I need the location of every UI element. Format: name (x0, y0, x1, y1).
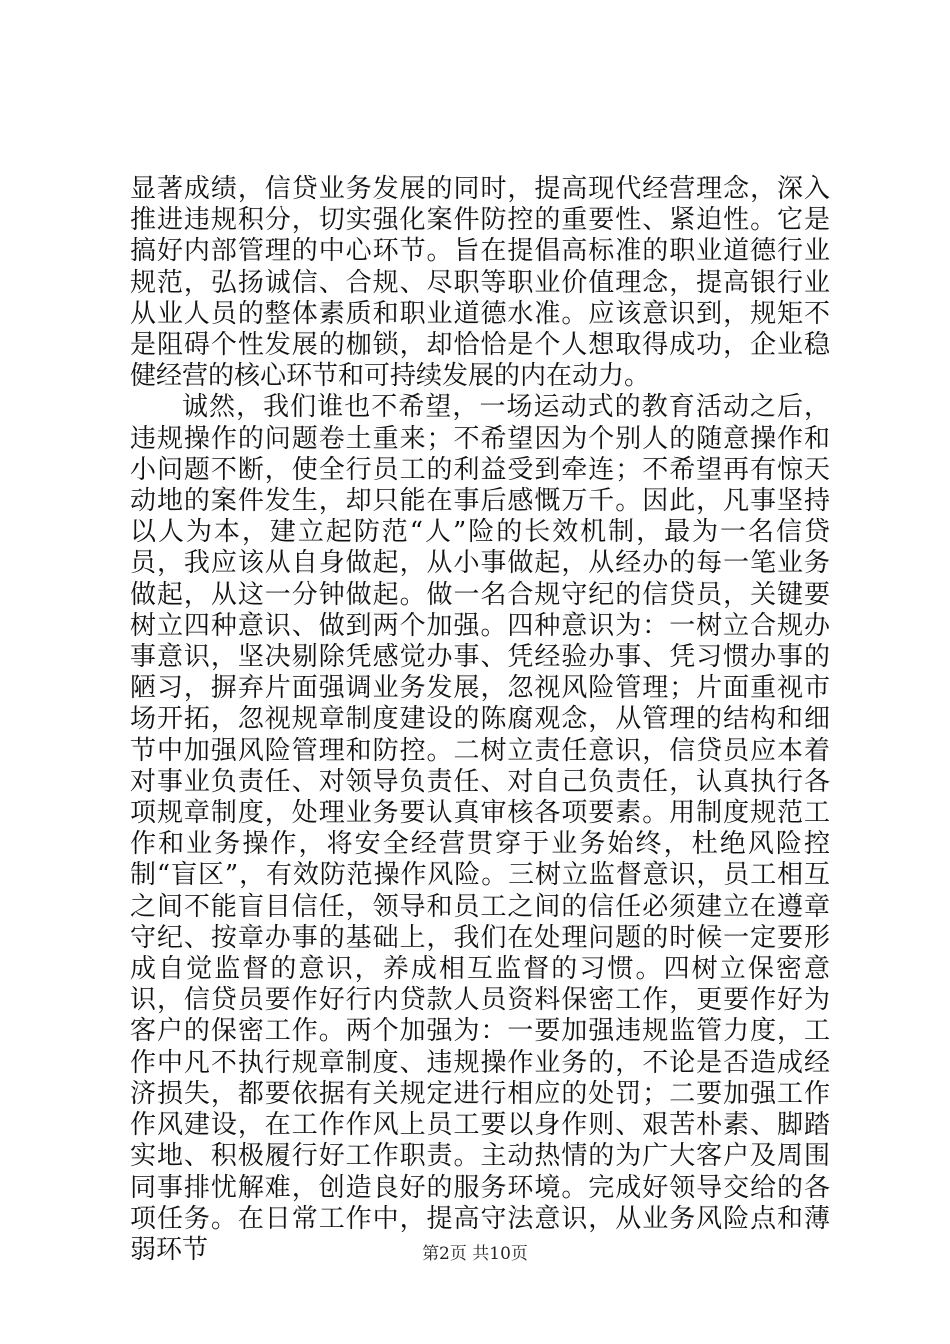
page-footer: 第2页 共10页 (422, 1244, 528, 1264)
paragraph-1: 显著成绩，信贷业务发展的同时，提高现代经营理念，深入推进违规积分，切实强化案件防控的重要性、紧迫性。它是搞好内部管理的中心环节。旨在提倡高标准的职业道德行业规范，弘扬诚信、合规、尽职等职业价值理念，提高银行业从业人员的整体素质和职业道德水准。应该意识到，规矩不是阻碍个性发展的枷锁，却恰恰是个人想取得成功，企业稳健经营的核心环节和可持续发展的内在动力。 (130, 174, 830, 392)
paragraph-2: 诚然，我们谁也不希望，一场运动式的教育活动之后，违规操作的问题卷土重来；不希望因为个别人的随意操作和小问题不断，使全行员工的利益受到牵连；不希望再有惊天动地的案件发生，却只能在事后感慨万千。因此，凡事坚持以人为本，建立起防范“人”险的长效机制，最为一名信贷员，我应该从自身做起，从小事做起，从经办的每一笔业务做起，从这一分钟做起。做一名合规守纪的信贷员，关键要树立四种意识、做到两个加强。四种意识为：一树立合规办事意识，坚决剔除凭感觉办事、凭经验办事、凭习惯办事的陋习，摒弃片面强调业务发展，忽视风险管理；片面重视市场开拓，忽视规章制度建设的陈腐观念，从管理的结构和细节中加强风险管理和防控。二树立责任意识，信贷员应本着对事业负责任、对领导负责任、对自己负责任，认真执行各项规章制度，处理业务要认真审核各项要素。用制度规范工作和业务操作，将安全经营贯穿于业务始终，杜绝风险控制“盲区”，有效防范操作风险。三树立监督意识，员工相互之间不能盲目信任，领导和员工之间的信任必须建立在遵章守纪、按章办事的基础上，我们在处理问题的时候一定要形成自觉监督的意识，养成相互监督的习惯。四树立保密意识，信贷员要作好行内贷款人员资料保密工作，更要作好为客户的保密工作。两个加强为：一要加强违规监管力度，工作中凡不执行规章制度、违规操作业务的，不论是否造成经济损失，都要依据有关规定进行相应的处罚；二要加强工作作风建设，在工作作风上员工要以身作则、艰苦朴素、脚踏实地、积极履行好工作职责。主动热情的为广大客户及周围同事排忧解难，创造良好的服务环境。完成好领导交给的各项任务。在日常工作中，提高守法意识，从业务风险点和薄弱环节 (130, 392, 830, 1265)
document-body (130, 174, 830, 1266)
